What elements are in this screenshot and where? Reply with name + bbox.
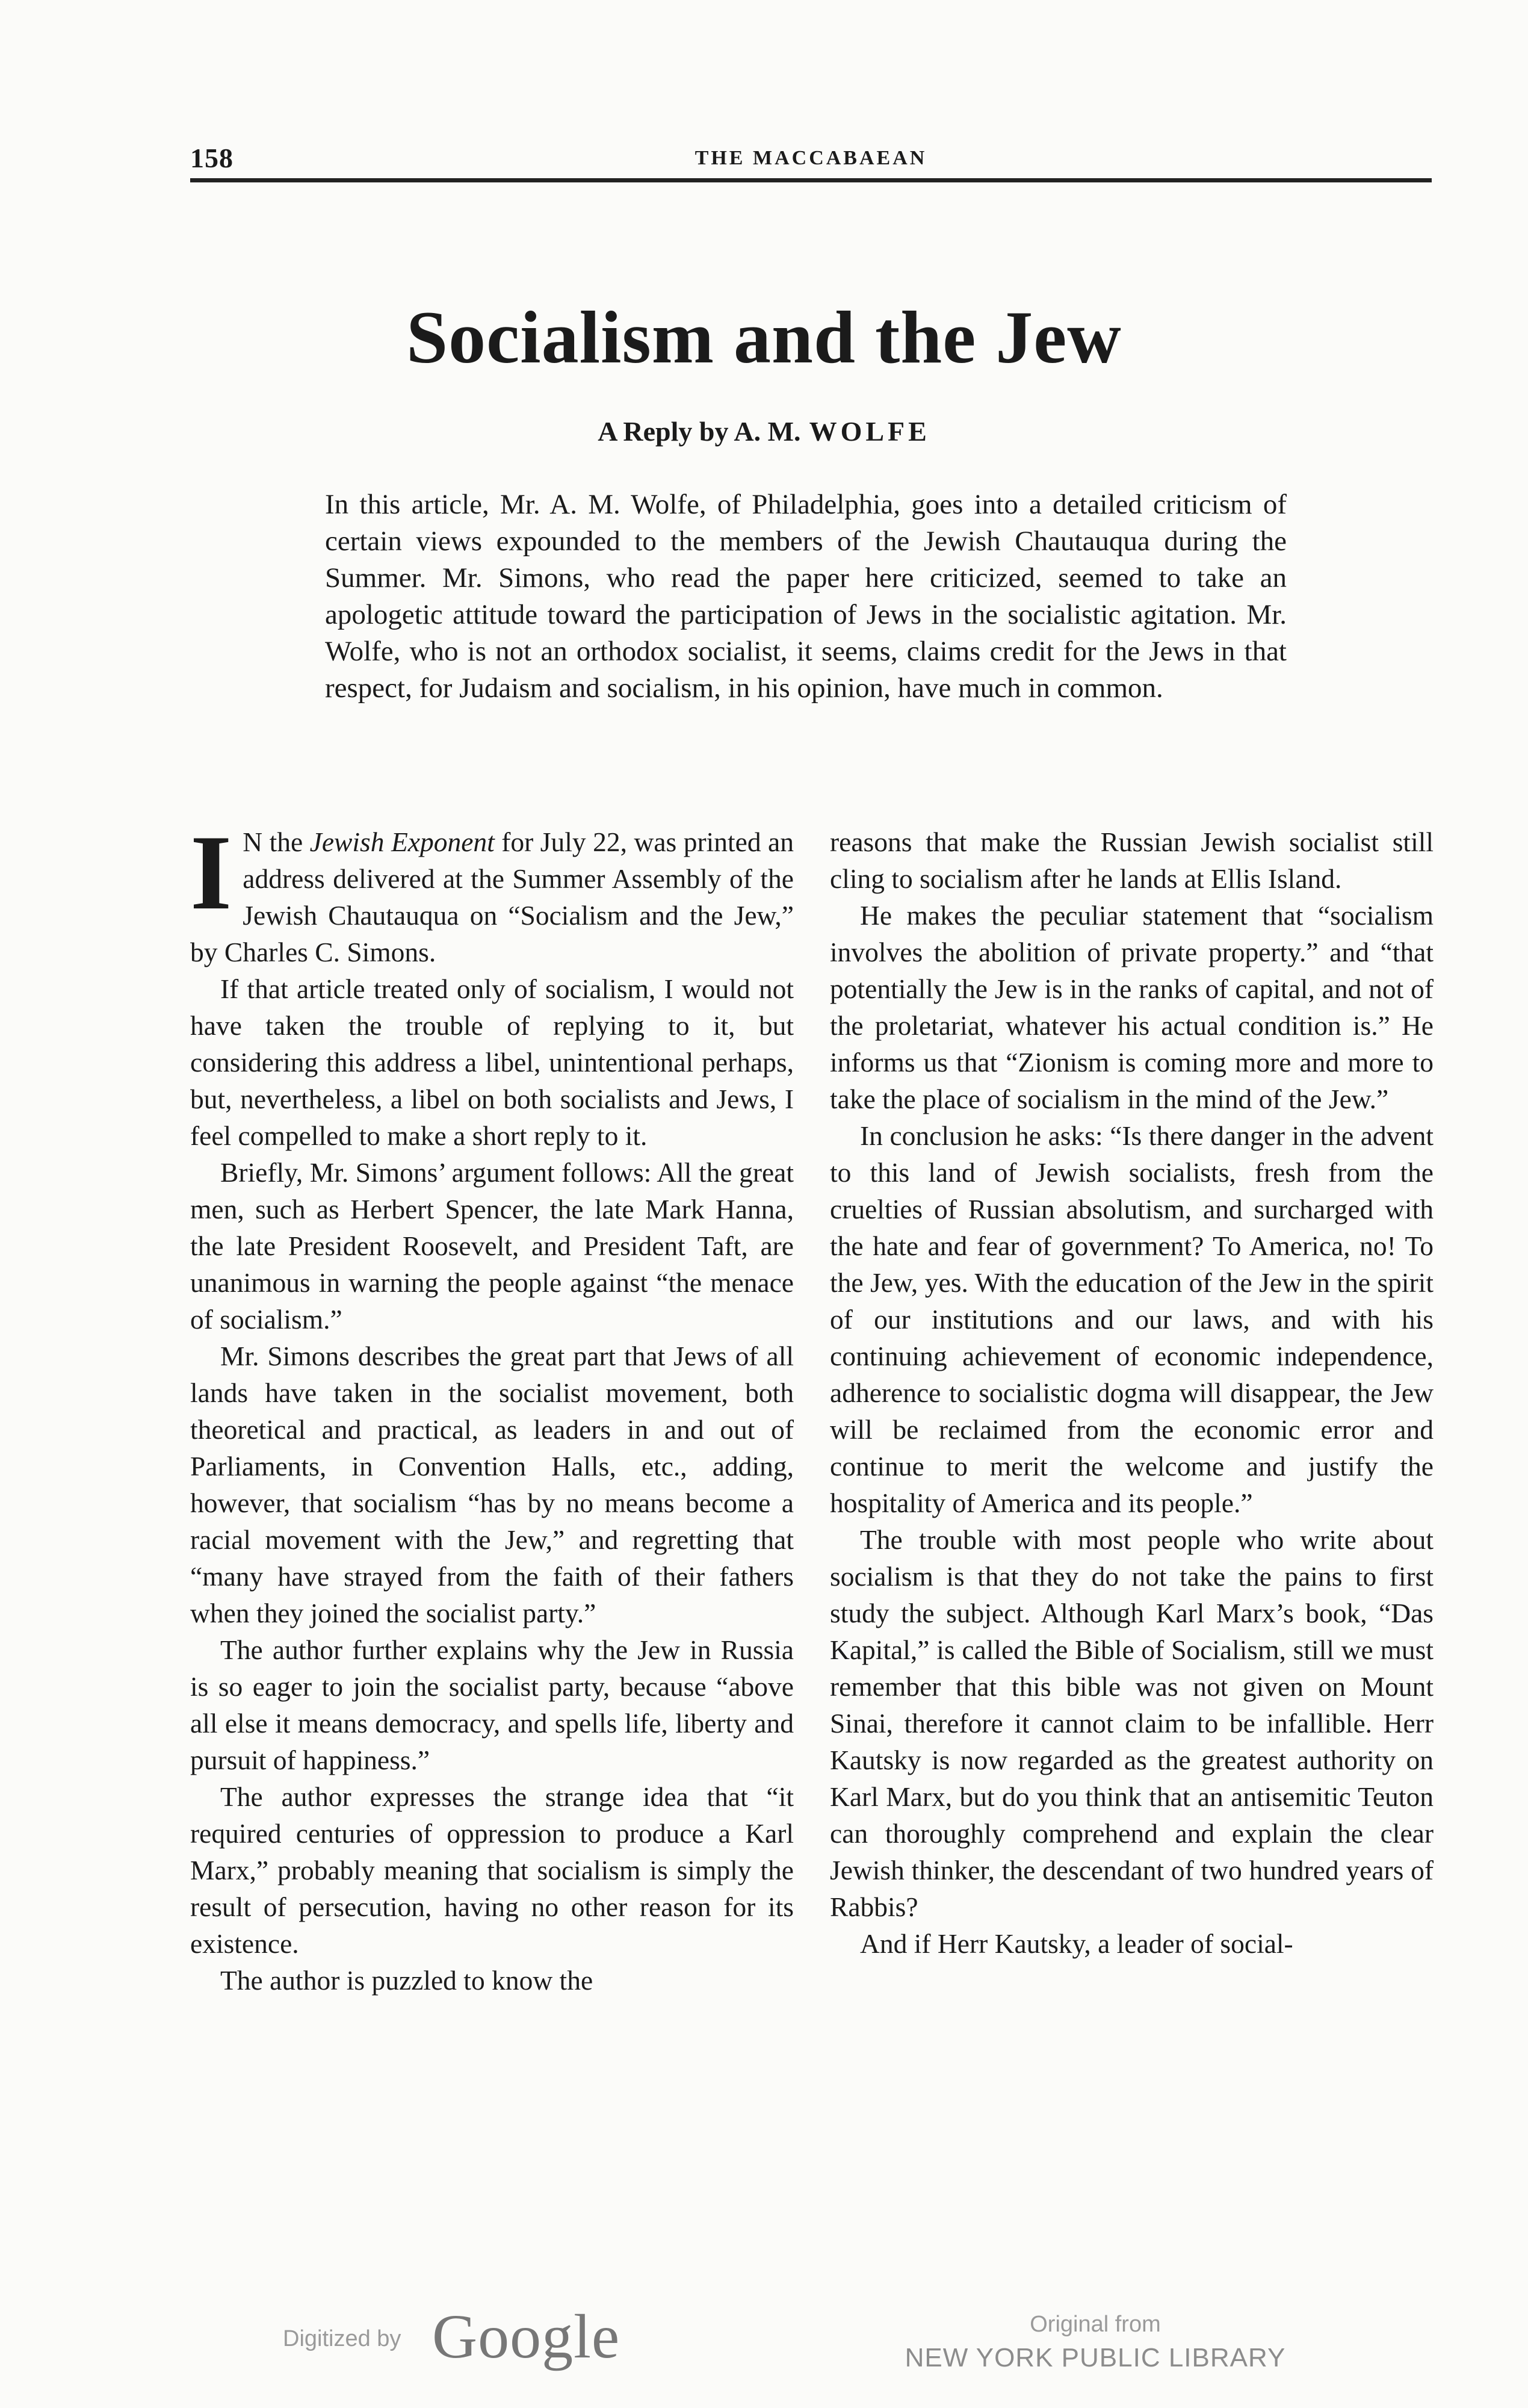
left-column	[190, 813, 794, 1999]
continued-paragraph: reasons that make the Russian Jewish socialist still cling to socialism after he lands at Ellis Island.	[830, 827, 1434, 894]
paragraph: The author is puzzled to know the	[220, 1965, 593, 1996]
publication-name: Jewish Exponent	[309, 827, 495, 857]
right-column	[830, 824, 1434, 1962]
paragraph: He makes the peculiar statement that “socialism involves the abolition of private property.” and “that potentially the Jew is in the ranks of capital, and not of the proletariat, whatever his actual condition is.” He informs us that “Zionism is coming more and more to take the place of socialism in the mind of the Jew.”	[830, 900, 1434, 1114]
article-title: Socialism and the Jew	[406, 296, 1122, 379]
digitized-by-label: Digitized by	[283, 2326, 401, 2351]
drop-cap: I	[190, 813, 232, 932]
library-name: NEW YORK PUBLIC LIBRARY	[905, 2343, 1286, 2372]
first-paragraph	[190, 813, 794, 970]
original-from-label: Original from	[1030, 2312, 1161, 2337]
paragraph: The trouble with most people who write about socialism is that they do not take the pains to first study the subject. Although Karl Marx’s book, “Das Kapital,” is called the Bible of Socialism, still we must remember that this bible was not given on Mount Sinai, therefore it cannot claim to be infallible. Herr Kautsky is now regarded as the greatest authority on Karl Marx, but do you think that an antisemitic Teuton can thoroughly comprehend and explain the clear Jewish thinker, the descendant of two hundred years of Rabbis?	[830, 1524, 1434, 1922]
paragraph: And if Herr Kautsky, a leader of social-	[860, 1928, 1293, 1959]
byline-prefix: A Reply by A. M.	[598, 416, 801, 447]
paragraph: Briefly, Mr. Simons’ argument follows: All the great men, such as Herbert Spencer, the late Mark Hanna, the late President Roosevelt, and President Taft, are unanimous in warning the people against “the menace of socialism.”	[190, 1157, 794, 1335]
google-logo: Google	[432, 2302, 620, 2371]
first-paragraph-start: N the	[243, 827, 310, 857]
paragraph: In conclusion he asks: “Is there danger in the advent to this land of Jewish socialists, fresh from the cruelties of Russian absolutism, and surcharged with the hate and fear of government? To America, no! To the Jew, yes. With the education of the Jew in the spirit of our institutions and our laws, and with his continuing achievement of economic independence, adherence to socialistic dogma will disappear, the Jew will be reclaimed from the economic error and continue to merit the welcome and justify the hospitality of America and its people.”	[830, 1120, 1434, 1518]
byline	[0, 415, 1528, 447]
page-number: 158	[190, 143, 234, 173]
page-header	[190, 142, 1432, 182]
paragraph: Mr. Simons describes the great part that Jews of all lands have taken in the socialist movement, both theoretical and practical, as leaders in and out of Parliaments, in Convention Halls, etc., adding, however, that socialism “has by no means become a racial movement with the Jew,” and regretting that “many have strayed from the faith of their fathers when they joined the socialist party.”	[190, 1341, 794, 1628]
first-paragraph-rest: for July 22, was printed an address delivered at the Summer Assembly of the Jewish Chautauqua on “Socialism and the Jew,” by Charles C. Simons.	[190, 827, 794, 967]
paragraph: The author expresses the strange idea that “it required centuries of oppression to produce a Karl Marx,” probably meaning that socialism is simply the result of persecution, having no other reason for its existence.	[190, 1781, 794, 1959]
byline-author: WOLFE	[809, 416, 930, 447]
running-title: THE MACCABAEAN	[694, 147, 927, 169]
article-intro: In this article, Mr. A. M. Wolfe, of Philadelphia, goes into a detailed criticism of certain views expounded to the members of the Jewish Chautauqua during the Summer. Mr. Simons, who read the paper here criticized, seemed to take an apologetic attitude toward the participation of Jews in the socialistic agitation. Mr. Wolfe, who is not an orthodox socialist, it seems, claims credit for the Jews in that respect, for Judaism and socialism, in his opinion, have much in common.	[325, 489, 1287, 704]
paragraph: If that article treated only of socialism, I would not have taken the trouble of replying to it, but considering this address a libel, unintentional perhaps, but, nevertheless, a libel on both socialists and Jews, I feel compelled to make a short reply to it.	[190, 973, 794, 1151]
paragraph: The author further explains why the Jew in Russia is so eager to join the socialist party, because “above all else it means democracy, and spells life, liberty and pursuit of happiness.”	[190, 1634, 794, 1775]
